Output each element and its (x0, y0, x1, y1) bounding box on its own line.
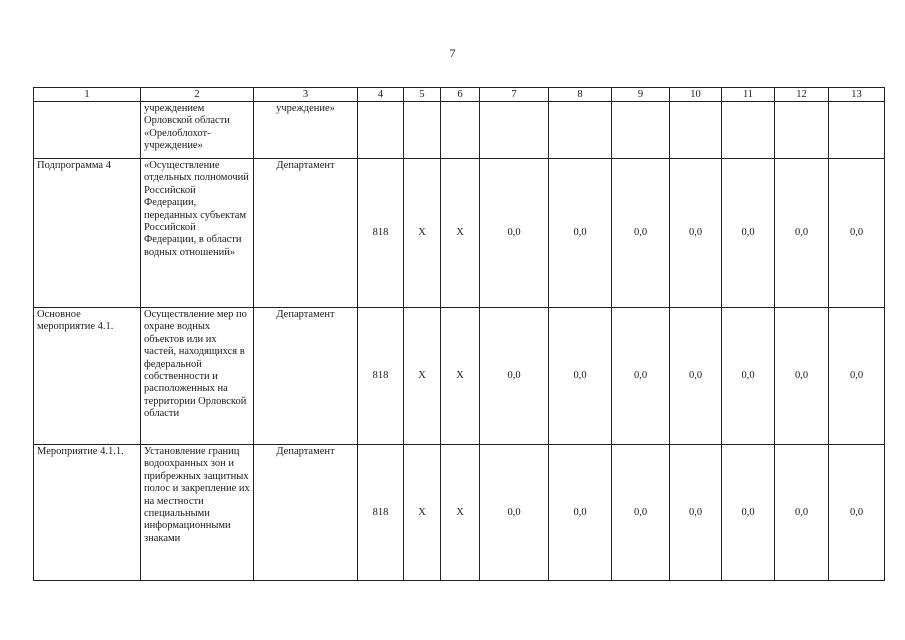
table-cell (670, 102, 722, 159)
table-cell: 0,0 (829, 308, 885, 445)
table-cell (775, 102, 829, 159)
row-executor: Департамент (254, 445, 358, 581)
table-cell: 0,0 (670, 445, 722, 581)
column-header: 9 (612, 88, 670, 102)
table-cell (441, 102, 480, 159)
table-cell: 0,0 (722, 445, 775, 581)
column-header: 12 (775, 88, 829, 102)
table-cell (722, 102, 775, 159)
table-cell: X (404, 159, 441, 308)
column-header: 13 (829, 88, 885, 102)
row-label: Мероприятие 4.1.1. (34, 445, 141, 581)
table-cell: 0,0 (670, 308, 722, 445)
table-cell: 0,0 (480, 159, 549, 308)
table-row (34, 308, 885, 445)
table-cell: 818 (358, 308, 404, 445)
column-header: 2 (141, 88, 254, 102)
table-cell: 0,0 (775, 308, 829, 445)
column-header: 8 (549, 88, 612, 102)
row-executor: учреждение» (254, 102, 358, 159)
table-cell: 0,0 (829, 445, 885, 581)
table-cell: 0,0 (775, 159, 829, 308)
table-cell: X (404, 445, 441, 581)
table-row (34, 445, 885, 581)
table-cell: 0,0 (775, 445, 829, 581)
table-cell (829, 102, 885, 159)
table-cell: 0,0 (722, 308, 775, 445)
table-cell: 0,0 (480, 308, 549, 445)
row-description: Установление границ водоохранных зон и прибрежных защитных полос и закрепление их на местности специальными информационными знаками (141, 445, 254, 581)
column-header: 1 (34, 88, 141, 102)
row-description: «Осуществление отдельных полномочий Российской Федерации, переданных субъектам Российской Федерации, в области водных отношений» (141, 159, 254, 308)
table-cell: 0,0 (670, 159, 722, 308)
table-cell: X (441, 445, 480, 581)
table-cell (404, 102, 441, 159)
table-cell: 818 (358, 445, 404, 581)
table-cell: 0,0 (480, 445, 549, 581)
table-cell (549, 102, 612, 159)
budget-table (33, 87, 885, 581)
column-header: 4 (358, 88, 404, 102)
row-executor: Департамент (254, 159, 358, 308)
table-cell (480, 102, 549, 159)
table-cell: 0,0 (612, 159, 670, 308)
column-header: 10 (670, 88, 722, 102)
column-header: 3 (254, 88, 358, 102)
table-header-row (34, 88, 885, 102)
table-cell (358, 102, 404, 159)
column-header: 11 (722, 88, 775, 102)
column-header: 6 (441, 88, 480, 102)
table-cell: 0,0 (722, 159, 775, 308)
table-cell: 0,0 (829, 159, 885, 308)
row-label (34, 102, 141, 159)
row-description: Осуществление мер по охране водных объектов или их частей, находящихся в федеральной собственности и расположенных на территории Орловской области (141, 308, 254, 445)
table-cell: 818 (358, 159, 404, 308)
table-row (34, 159, 885, 308)
page-number: 7 (449, 46, 456, 60)
table-cell: 0,0 (612, 308, 670, 445)
table-row (34, 102, 885, 159)
column-header: 5 (404, 88, 441, 102)
table-cell: X (441, 159, 480, 308)
table-cell: 0,0 (549, 159, 612, 308)
table-cell: X (404, 308, 441, 445)
table-cell: 0,0 (549, 445, 612, 581)
row-label: Основное мероприятие 4.1. (34, 308, 141, 445)
row-label: Подпрограмма 4 (34, 159, 141, 308)
table-cell: 0,0 (549, 308, 612, 445)
row-executor: Департамент (254, 308, 358, 445)
table-cell: X (441, 308, 480, 445)
table-cell: 0,0 (612, 445, 670, 581)
column-header: 7 (480, 88, 549, 102)
row-description: учреждением Орловской области «Орелоблохот-учреждение» (141, 102, 254, 159)
table-cell (612, 102, 670, 159)
